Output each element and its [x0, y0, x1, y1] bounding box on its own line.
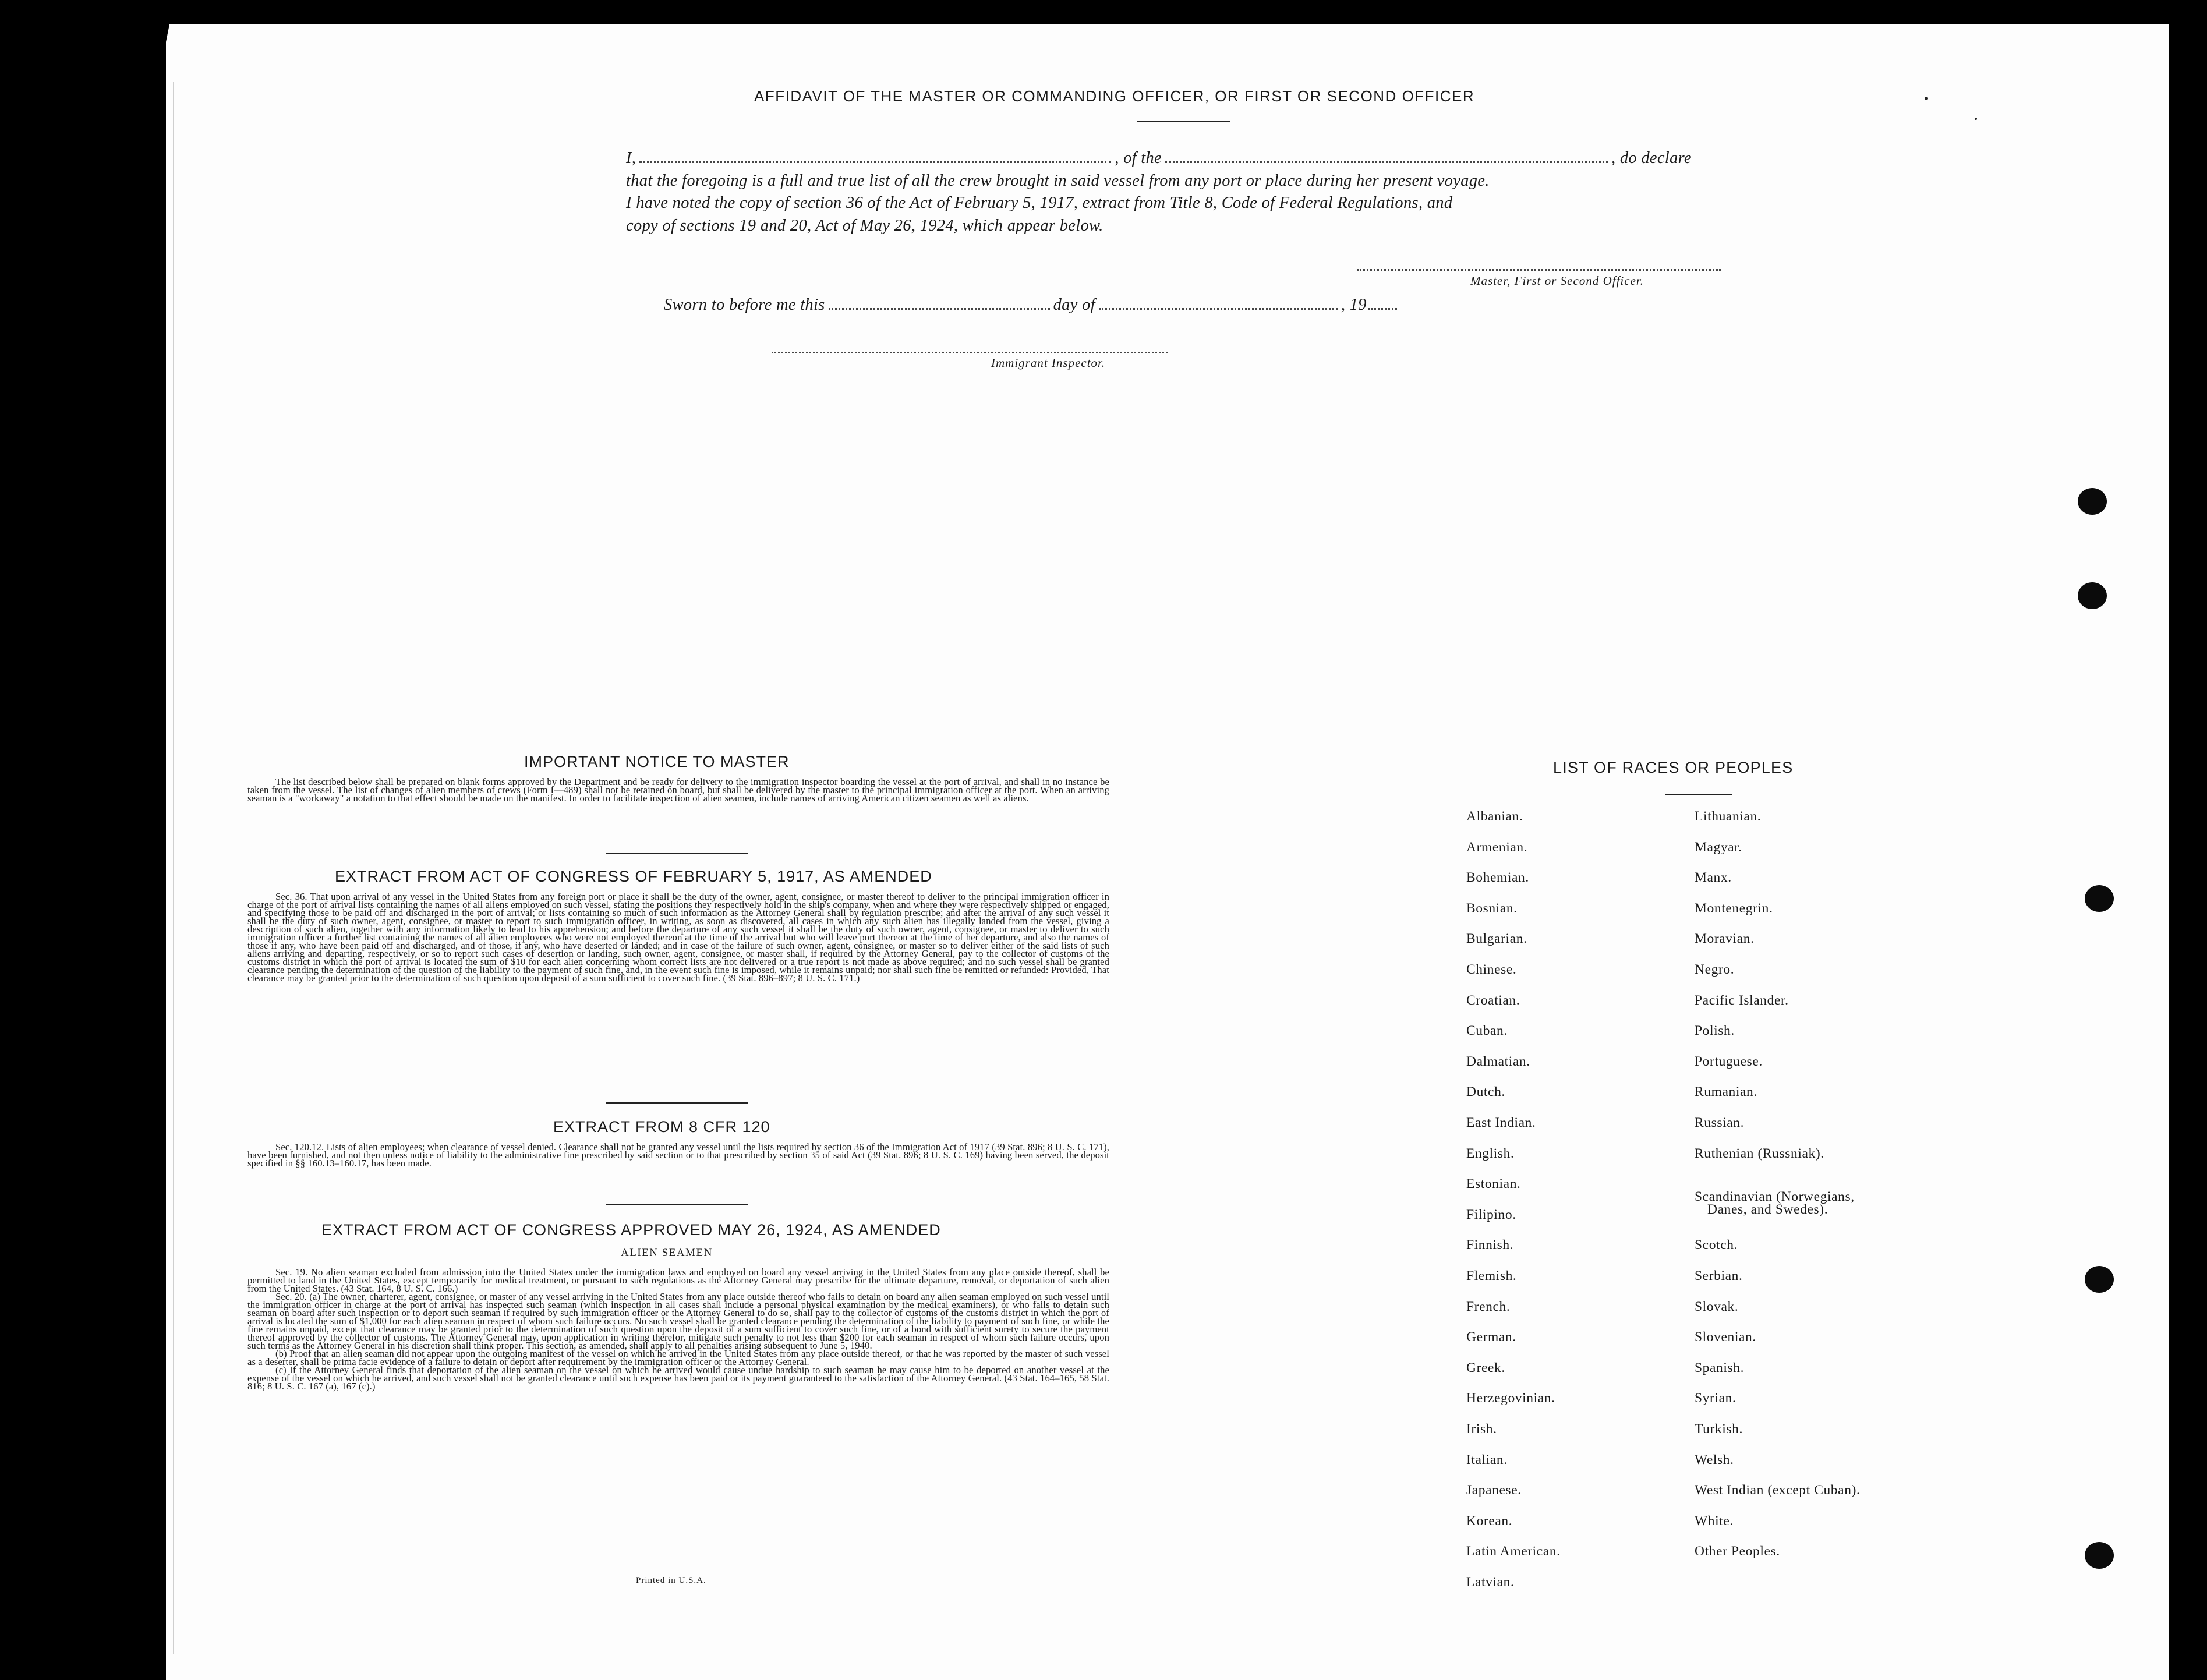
name-blank[interactable] [639, 161, 1111, 163]
race-item: Greek. [1466, 1360, 1505, 1375]
sworn-line [664, 296, 1400, 314]
race-item: Irish. [1466, 1421, 1497, 1437]
inspector-signature-line[interactable] [772, 352, 1168, 353]
race-item: Ruthenian (Russniak). [1695, 1146, 1824, 1161]
year-label: , 19 [1341, 296, 1367, 314]
punch-hole [2085, 1266, 2114, 1293]
race-item: Negro. [1695, 962, 1735, 977]
extract-cfr-title: EXTRACT FROM 8 CFR 120 [553, 1118, 770, 1136]
do-declare-label: , do declare [1611, 149, 1692, 167]
race-item: Flemish. [1466, 1268, 1517, 1283]
race-item: Dutch. [1466, 1084, 1505, 1099]
race-item: Manx. [1695, 870, 1732, 885]
race-item: English. [1466, 1146, 1515, 1161]
inspector-caption: Immigrant Inspector. [991, 356, 1106, 370]
race-item: Bosnian. [1466, 901, 1518, 916]
printed-in-usa: Printed in U.S.A. [636, 1576, 706, 1585]
race-item: Other Peoples. [1695, 1544, 1780, 1559]
affidavit-line-2: that the foregoing is a full and true list of all the crew brought in said vessel from any port or place during her present voyage. [626, 172, 1490, 190]
race-item: Bohemian. [1466, 870, 1529, 885]
notice-title: IMPORTANT NOTICE TO MASTER [524, 753, 790, 770]
affidavit-title: AFFIDAVIT OF THE MASTER OR COMMANDING OFFICER, OR FIRST OR SECOND OFFICER [754, 87, 1475, 105]
race-item: Korean. [1466, 1513, 1513, 1529]
punch-hole [2085, 885, 2114, 912]
race-item: Bulgarian. [1466, 931, 1527, 946]
section-rule [606, 1204, 748, 1205]
punch-hole [2078, 582, 2107, 609]
race-item: East Indian. [1466, 1115, 1536, 1130]
race-item: Croatian. [1466, 993, 1520, 1008]
race-item: Scotch. [1695, 1237, 1738, 1253]
race-item: Spanish. [1695, 1360, 1745, 1375]
race-item: Russian. [1695, 1115, 1745, 1130]
race-item: Turkish. [1695, 1421, 1743, 1437]
section-120-12-paragraph: Sec. 120.12. Lists of alien employees; when clearance of vessel denied. Clearance shall not be granted any vessel until the lists required by section 36 of the Immigration Act of 1917 (39 Stat. 896; 8 U. S. C. 171), have been furnished, and not then unless notice of liability to the administrative fine prescribed by said section or to that prescribed by section 35 of said Act (39 Stat. 896; 8 U. S. C. 169) having been served, the deposit specified in §§ 160.13–160.17, has been made. [247, 1141, 1109, 1169]
race-item: Finnish. [1466, 1237, 1514, 1253]
ink-speck [1925, 97, 1928, 100]
races-title-rule [1665, 794, 1732, 795]
section-rule [606, 1102, 748, 1104]
race-item: Lithuanian. [1695, 809, 1762, 824]
race-item: Armenian. [1466, 840, 1528, 855]
race-item: White. [1695, 1513, 1734, 1529]
punch-hole [2078, 488, 2107, 515]
master-signature-line[interactable] [1357, 269, 1721, 271]
race-item: Latin American. [1466, 1544, 1561, 1559]
race-item: Estonian. [1466, 1176, 1521, 1191]
extract-1924-title: EXTRACT FROM ACT OF CONGRESS APPROVED MAY 26, 1924, AS AMENDED [321, 1221, 941, 1239]
race-item: German. [1466, 1329, 1516, 1345]
race-item: Montenegrin. [1695, 901, 1773, 916]
vessel-blank[interactable] [1165, 161, 1608, 163]
section-20c-paragraph: (c) If the Attorney General finds that deportation of the alien seaman on the vessel on which he arrived would cause undue hardship to such seaman he may cause him to be deported on another vessel at the expense of the vessel on which he arrived, and such vessel shall not be granted clearance until such expense has been paid or its payment guaranteed to the satisfaction of the Attorney General. (43 Stat. 164–165, 58 Stat. 816; 8 U. S. C. 167 (a), 167 (c).) [247, 1364, 1109, 1392]
notice-paragraph: The list described below shall be prepared on blank forms approved by the Department and be ready for delivery to the immigration inspector boarding the vessel at the port of arrival, and shall in no instance be taken from the vessel. The list of changes of alien members of crews (Form I—489) shall not be retained on board, but shall be delivered by the master to the principal immigration officer at the port. When an arriving seaman is a "workaway" a notation to that effect should be made on the manifest. In order to facilitate inspection of alien seamen, include names of arriving American citizen seamen as well as aliens. [247, 776, 1109, 804]
document-sheet [166, 24, 2169, 1680]
race-item: Moravian. [1695, 931, 1755, 946]
alien-seamen-subtitle: ALIEN SEAMEN [621, 1247, 713, 1259]
race-item: Syrian. [1695, 1391, 1736, 1406]
sworn-month-blank[interactable] [1099, 308, 1338, 310]
race-item: Portuguese. [1695, 1054, 1763, 1069]
race-item: Pacific Islander. [1695, 993, 1789, 1008]
punch-hole [2085, 1542, 2114, 1569]
section-36-paragraph: Sec. 36. That upon arrival of any vessel in the United States from any foreign port or place it shall be the duty of the owner, agent, consignee, or master thereof to deliver to the principal immigration officer in charge of the port of arrival lists containing the names of all aliens employed on such vessel, stating the positions they respectively hold in the ship's company, when and where they were respectively shipped or engaged, and specifying those to be paid off and discharged in the port of arrival; or lists containing so much of such information as the Attorney General shall by regulation prescribe; and after the arrival of any such vessel it shall be the duty of such owner, agent, consignee, or master to report to such immigration officer, in writing, as soon as discovered, all cases in which any such alien has illegally landed from the vessel, giving a description of such alien, together with any information likely to lead to his apprehension; and before the departure of any such vessel it shall be the duty of such owner, agent, consignee, or master to deliver to such immigration officer a further list containing the names of all alien employees who were not employed thereon at the time of the arrival but who will leave port thereon at the time of her departure, and also the names of those if any, who have been paid off and discharged, and of those, if any, who have deserted or landed; and in case of the failure of such owner, agent, consignee, or master so to deliver either of the said lists of such aliens arriving and departing, respectively, or so to report such cases of desertion or landing, such owner, agent, consignee, or master shall, if required by the Attorney General, pay to the collector of customs of the customs district in which the port of arrival is located the sum of $10 for each alien concerning whom correct lists are not delivered or a true report is not made as above required; and no such vessel shall be granted clearance pending the determination of the question of the liability to the payment of such fine, and, in the event such fine is imposed, while it remains unpaid; nor shall such fine be remitted or refunded: Provided, That clearance may be granted prior to the determination of such question upon deposit of a sum sufficient to cover such fine. (39 Stat. 896–897; 8 U. S. C. 171.) [247, 891, 1109, 984]
extract-1924-text [247, 1268, 1109, 1391]
extract-1917-text [247, 893, 1109, 982]
race-item: Serbian. [1695, 1268, 1743, 1283]
race-item: Rumanian. [1695, 1084, 1757, 1099]
extract-cfr-text [247, 1143, 1109, 1168]
affidavit-line-3: I have noted the copy of section 36 of the Act of February 5, 1917, extract from Title 8, Code of Federal Regulations, and [626, 194, 1453, 212]
sworn-year-blank[interactable] [1368, 308, 1397, 310]
affidavit-i-label: I, [626, 149, 636, 167]
affidavit-line-1 [626, 149, 1692, 168]
race-item: Latvian. [1466, 1575, 1515, 1590]
of-the-label: , of the [1115, 149, 1162, 167]
sworn-day-blank[interactable] [829, 308, 1050, 310]
race-item: Scandinavian (Norwegians, [1695, 1189, 1855, 1204]
race-item: Magyar. [1695, 840, 1742, 855]
sworn-to-label: Sworn to before me this [664, 296, 825, 314]
race-item: Welsh. [1695, 1452, 1734, 1467]
race-item: Dalmatian. [1466, 1054, 1530, 1069]
race-item: Chinese. [1466, 962, 1517, 977]
races-title: LIST OF RACES OR PEOPLES [1553, 759, 1794, 776]
race-item: French. [1466, 1299, 1511, 1314]
race-item: Polish. [1695, 1023, 1735, 1038]
title-rule [1137, 121, 1230, 122]
master-caption: Master, First or Second Officer. [1470, 274, 1644, 288]
notice-text [247, 778, 1109, 802]
race-item: Albanian. [1466, 809, 1523, 824]
day-of-label: day of [1053, 296, 1095, 314]
race-item: Slovak. [1695, 1299, 1739, 1314]
affidavit-line-4: copy of sections 19 and 20, Act of May 26, 1924, which appear below. [626, 217, 1104, 235]
race-item: Cuban. [1466, 1023, 1508, 1038]
section-19-paragraph: Sec. 19. No alien seaman excluded from admission into the United States under the immigration laws and employed on board any vessel arriving in the United States from any place outside thereof, shall be permitted to land in the United States, except temporarily for medical treatment, or pursuant to such regulations as the Attorney General may prescribe for the ultimate departure, removal, or deportation of such alien from the United States. (43 Stat. 164, 8 U. S. C. 166.) [247, 1267, 1109, 1294]
race-item: Danes, and Swedes). [1707, 1202, 1828, 1217]
extract-1917-title: EXTRACT FROM ACT OF CONGRESS OF FEBRUARY 5, 1917, AS AMENDED [335, 868, 932, 885]
section-20a-paragraph: Sec. 20. (a) The owner, charterer, agent, consignee, or master of any vessel arriving in the United States from any place outside thereof who fails to detain on board any alien seaman employed on such vessel until the immigration officer in charge at the port of arrival has inspected such seaman (which inspection in all cases shall include a personal physical examination by the medical examiners), or who fails to detain such seaman on board after such inspection or to deport such seaman if required by such immigration officer or the Attorney General to do so, shall pay to the collector of customs of the customs district in which the port of arrival is located the sum of $1,000 for each alien seaman in respect of whom such failure occurs. No such vessel shall be granted clearance pending the determination of the liability to payment of such fine, or while the fine remains unpaid, except that clearance may be granted prior to the determination of such question upon the deposit of a sum sufficient to cover such fine, or of a bond with sufficient surety to secure the payment thereof approved by the collector of customs. The Attorney General may, upon application in writing therefor, mitigate such penalty to not less than $200 for each seaman in respect of whom such failure occurs, upon such terms as the Attorney General in his discretion shall think proper. This section, as amended, shall apply to all penalties arising subsequent to June 5, 1940. [247, 1291, 1109, 1351]
race-item: Slovenian. [1695, 1329, 1756, 1345]
race-item: Italian. [1466, 1452, 1508, 1467]
race-item: Japanese. [1466, 1483, 1522, 1498]
sheet-edge-shadow [173, 82, 174, 1654]
race-item: West Indian (except Cuban). [1695, 1483, 1861, 1498]
section-rule [606, 853, 748, 854]
race-item: Filipino. [1466, 1207, 1516, 1222]
section-20b-paragraph: (b) Proof that an alien seaman did not appear upon the outgoing manifest of the vessel on which he arrived in the United States from any place outside thereof, or that he was reported by the master of such vessel as a deserter, shall be prima facie evidence of a failure to detain or deport after requirement by the immigration officer or the Attorney General. [247, 1348, 1109, 1367]
ink-speck [1975, 118, 1977, 120]
race-item: Herzegovinian. [1466, 1391, 1555, 1406]
